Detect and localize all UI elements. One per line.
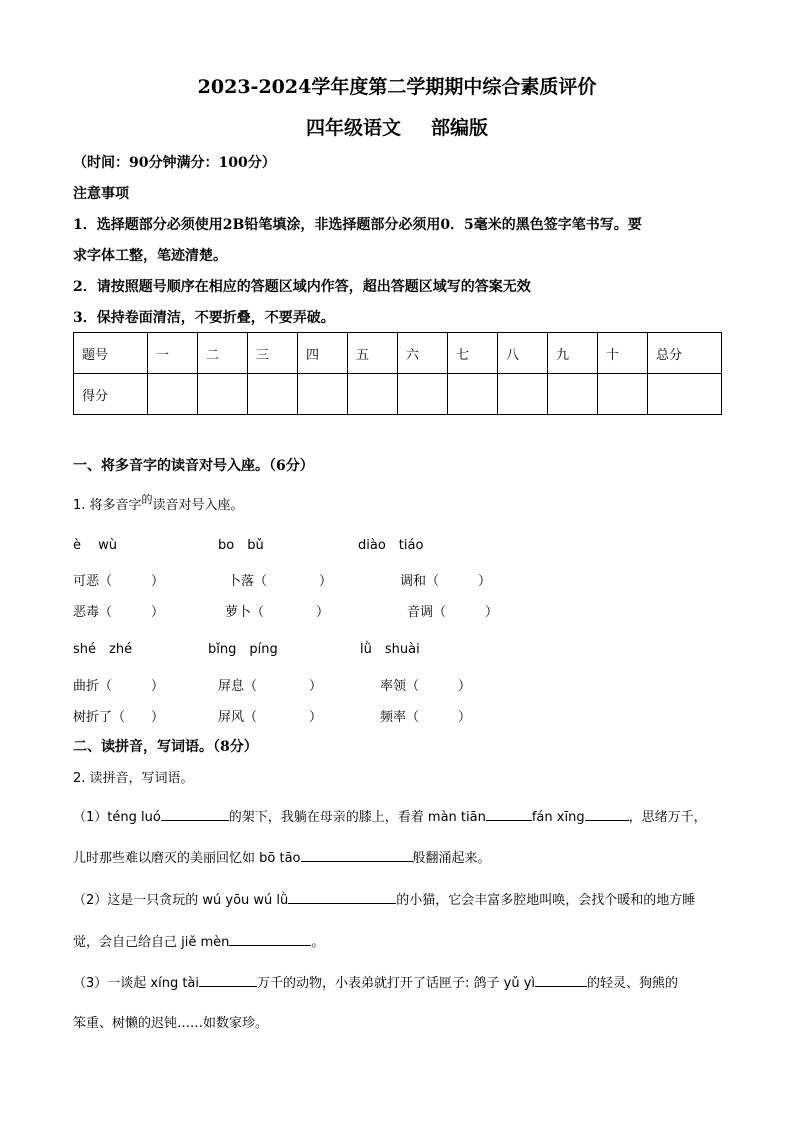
answer-blank[interactable]: 屏息（ ） [218, 679, 323, 694]
score-cell[interactable] [398, 374, 448, 415]
answer-blank[interactable]: 屏风（ ） [218, 710, 323, 725]
question-text: 的架下，我躺在母亲的膝上，看着 màn tiān [228, 810, 486, 825]
question-2-line-2 [73, 931, 324, 950]
answer-line[interactable] [229, 931, 311, 946]
answer-line[interactable] [301, 847, 413, 862]
question-text: 觉，会自己给自己 jiě mèn [73, 935, 230, 950]
question-text: 的轻灵、狗熊的 [587, 976, 679, 991]
pinyin-5: bǐng píng [208, 642, 278, 657]
time-info: （时间：90分钟满分：100分） [73, 155, 276, 171]
table-cell: 一 [148, 333, 198, 374]
answer-blank[interactable]: 树折了（ ） [73, 710, 165, 725]
exam-title: 2023-2024学年度第二学期期中综合素质评价 [197, 76, 597, 98]
answer-line[interactable] [288, 889, 396, 904]
table-cell: 五 [348, 333, 398, 374]
score-cell[interactable] [648, 374, 722, 415]
note-item-1-cont: 求字体工整，笔迹清楚。 [73, 248, 227, 264]
score-cell[interactable] [348, 374, 398, 415]
question-text: （3）一谈起 xíng tài [73, 976, 200, 991]
answer-blank[interactable]: 率领（ ） [380, 679, 472, 694]
pinyin-2: bo bǔ [218, 538, 264, 553]
score-table [73, 332, 722, 415]
notes-heading: 注意事项 [73, 186, 129, 202]
table-cell: 四 [298, 333, 348, 374]
answer-line[interactable] [585, 806, 629, 821]
edition-label: 部编版 [431, 117, 489, 139]
question-1-line-2 [73, 847, 491, 866]
instruction-text: 读音对号入座。 [152, 498, 244, 513]
score-table-score-row [74, 374, 722, 415]
note-item-2: 2．请按照题号顺序在相应的答题区域内作答，超出答题区域写的答案无效 [73, 279, 531, 295]
question-text: 儿时那些难以磨灭的美丽回忆如 bō tāo [73, 851, 301, 866]
question-2-line-1 [73, 889, 695, 908]
emphasis-dot-char: 的 [141, 493, 153, 506]
note-item-3: 3．保持卷面清洁，不要折叠，不要弄破。 [73, 310, 335, 326]
table-cell: 六 [398, 333, 448, 374]
answer-line[interactable] [535, 972, 587, 987]
table-cell: 九 [548, 333, 598, 374]
score-cell[interactable] [498, 374, 548, 415]
question-text: 般翻涌起来。 [412, 851, 491, 866]
pinyin-6: lǜ shuài [360, 642, 420, 657]
question-text: 的小猫，它会丰富多腔地叫唤，会找个暖和的地方睡 [396, 893, 696, 908]
table-cell: 二 [198, 333, 248, 374]
question-text: fán xīng [531, 810, 585, 825]
answer-blank[interactable]: 恶毒（ ） [73, 605, 165, 620]
section1-heading: 一、将多音字的读音对号入座。（6分） [73, 458, 314, 474]
answer-blank[interactable]: 调和（ ） [400, 574, 492, 589]
section2-heading: 二、读拼音，写词语。（8分） [73, 739, 258, 755]
table-cell: 八 [498, 333, 548, 374]
score-cell[interactable] [448, 374, 498, 415]
table-cell: 三 [248, 333, 298, 374]
table-cell: 题号 [74, 333, 148, 374]
question-text: ，思绪万千， [628, 810, 707, 825]
question-text: （1）téng luó [73, 810, 161, 825]
table-cell: 得分 [74, 374, 148, 415]
question-text: 。 [311, 935, 325, 950]
score-cell[interactable] [248, 374, 298, 415]
question-text: （2）这是一只贪玩的 wú yōu wú lǜ [73, 893, 289, 908]
score-cell[interactable] [198, 374, 248, 415]
pinyin-1: è wù [73, 538, 118, 553]
answer-blank[interactable]: 可恶（ ） [73, 574, 165, 589]
answer-blank[interactable]: 萝卜（ ） [225, 605, 330, 620]
question-text: 万千的动物，小表弟就打开了话匣子: 鸽子 yǔ yì [257, 976, 536, 991]
table-cell: 七 [448, 333, 498, 374]
question-3-line-2: 笨重、树懒的迟钝……如数家珍。 [73, 1016, 269, 1031]
exam-subtitle [0, 113, 794, 140]
score-cell[interactable] [148, 374, 198, 415]
question-1-line-1 [73, 806, 707, 825]
section1-instruction [73, 494, 244, 513]
answer-blank[interactable]: 音调（ ） [407, 605, 499, 620]
grade-label: 四年级语文 [305, 117, 401, 139]
section2-instruction: 2. 读拼音，写词语。 [73, 771, 194, 786]
score-table-header-row [74, 333, 722, 374]
answer-blank[interactable]: 频率（ ） [380, 710, 472, 725]
score-cell[interactable] [598, 374, 648, 415]
answer-blank[interactable]: 卜落（ ） [228, 574, 333, 589]
instruction-text: 1. 将多音字 [73, 498, 142, 513]
answer-line[interactable] [199, 972, 257, 987]
pinyin-3: diào tiáo [358, 538, 424, 553]
table-cell: 十 [598, 333, 648, 374]
table-cell: 总分 [648, 333, 722, 374]
score-cell[interactable] [298, 374, 348, 415]
answer-line[interactable] [486, 806, 532, 821]
note-item-1: 1．选择题部分必须使用2B铅笔填涂，非选择题部分必须用0．5毫米的黑色签字笔书写。要 [73, 217, 642, 233]
answer-blank[interactable]: 曲折（ ） [73, 679, 165, 694]
score-cell[interactable] [548, 374, 598, 415]
question-3-line-1 [73, 972, 678, 991]
pinyin-4: shé zhé [73, 642, 133, 657]
answer-line[interactable] [161, 806, 229, 821]
